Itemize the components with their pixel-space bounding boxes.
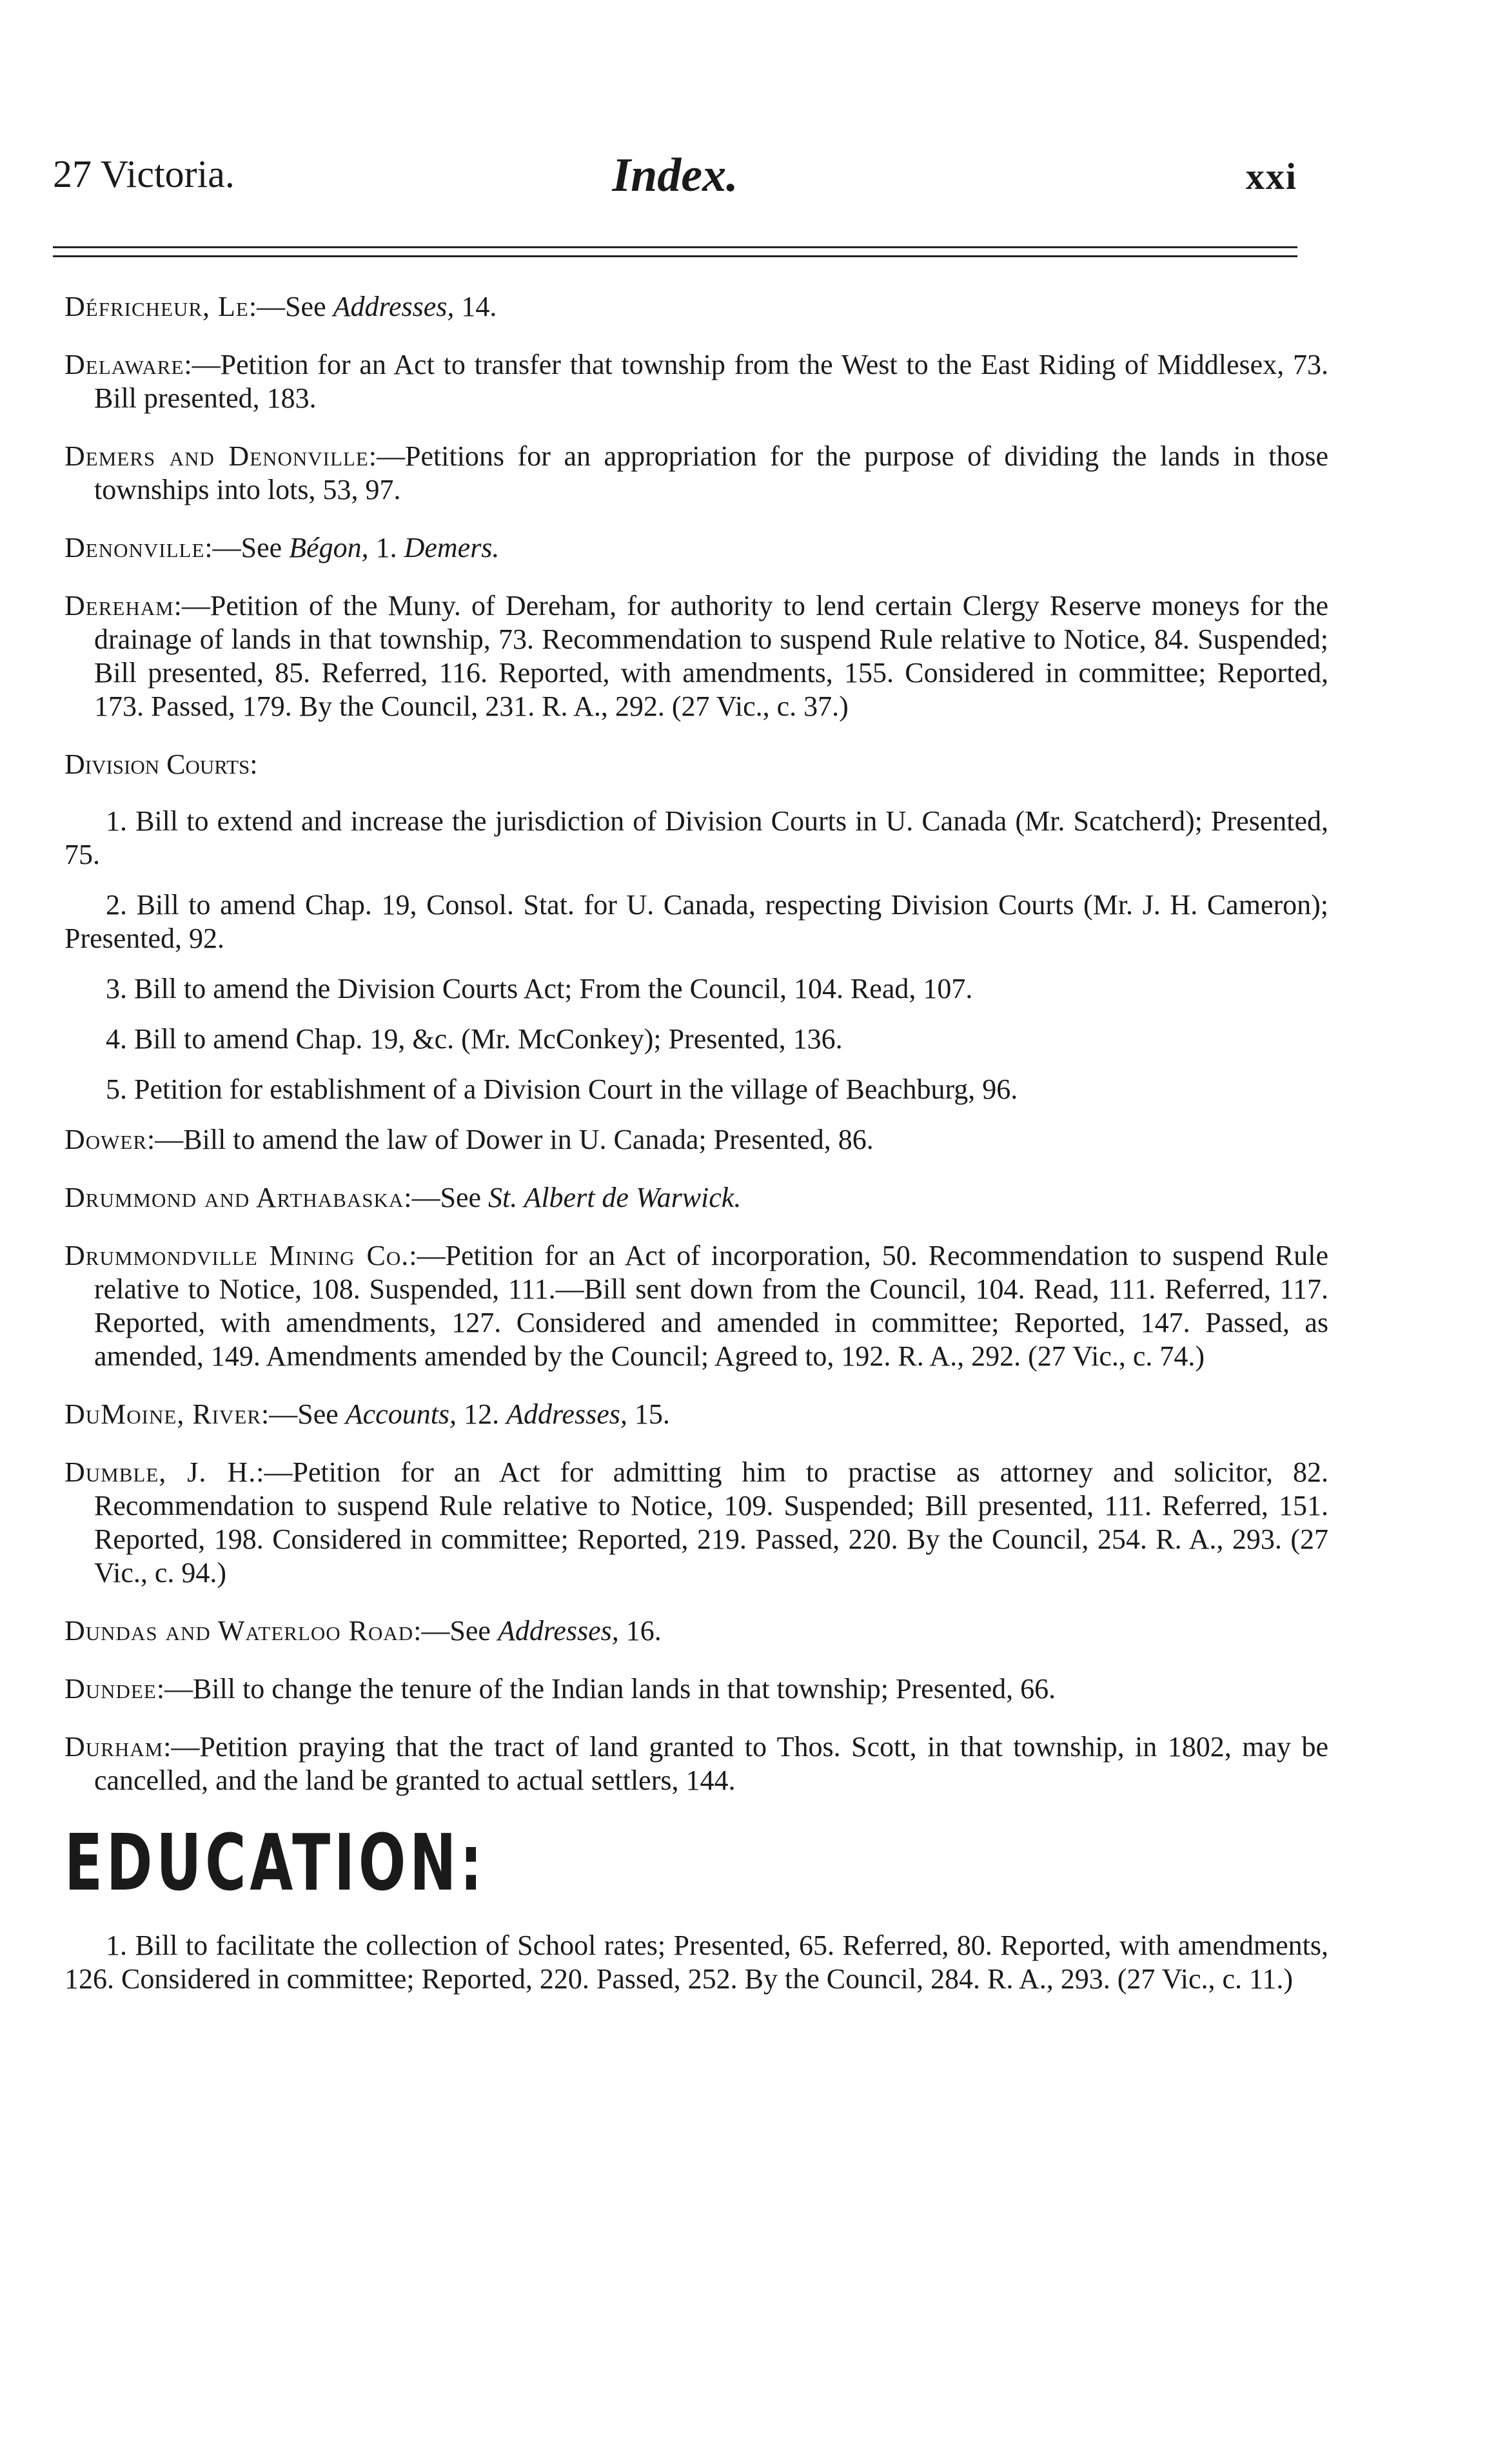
index-entry-dumoine-river: DuMoine, River:—See Accounts, 12. Addresses, 15. bbox=[64, 1398, 670, 1430]
index-entry-denonville: Denonville:—See Bégon, 1. Demers. bbox=[64, 532, 500, 563]
index-entry-defricheur: Défricheur, Le:—See Addresses, 14. bbox=[64, 291, 497, 322]
page-header bbox=[53, 149, 1297, 210]
cross-reference: Bégon, bbox=[289, 532, 369, 563]
index-body bbox=[64, 290, 1328, 2013]
running-head-left: 27 Victoria. bbox=[53, 153, 235, 195]
index-entry-drummondville-mining: Drummondville Mining Co.:—Petition for an Act of incorporation, 50. Recommendation to suspend Rule relative to Notice, 108. Suspended, 111.—Bill sent down from the Council, 104. Read, 111. Referred, 117. Reported, with amendments, 127. Considered and amended in committee; Reported, 147. Passed, as amended, 149. Amendments amended by the Council; Agreed to, 192. R. A., 292. (27 Vic., c. 74.) bbox=[64, 1240, 1328, 1372]
index-entry-dereham: Dereham:—Petition of the Muny. of Dereham, for authority to lend certain Clergy Reserve moneys for the drainage of lands in that township, 73. Recommendation to suspend Rule relative to Notice, 84. Suspended; Bill presented, 85. Referred, 116. Reported, with amendments, 155. Considered in committee; Reported, 173. Passed, 179. By the Council, 231. R. A., 292. (27 Vic., c. 37.) bbox=[64, 590, 1328, 722]
cross-reference: Addresses, bbox=[506, 1398, 627, 1430]
sub-entry: 1. Bill to extend and increase the jurisdiction of Division Courts in U. Canada (Mr. Scatcherd); Presented, 75. bbox=[64, 805, 1328, 870]
section-heading-education: EDUCATION: bbox=[64, 1819, 486, 1908]
sub-entry: 1. Bill to facilitate the collection of School rates; Presented, 65. Referred, 80. Reported, with amendments, 126. Considered in committee; Reported, 220. Passed, 252. By the Council, 284. R. A., 293. (27 Vic., c. 11.) bbox=[64, 1930, 1328, 1995]
cross-reference: Demers. bbox=[404, 532, 500, 563]
index-entry-dundee: Dundee:—Bill to change the tenure of the Indian lands in that township; Presented, 66. bbox=[64, 1673, 1056, 1705]
header-rule-top bbox=[53, 246, 1297, 248]
cross-reference: Accounts, bbox=[345, 1398, 457, 1430]
cross-reference: St. Albert de Warwick. bbox=[488, 1182, 742, 1213]
page-number: xxi bbox=[1245, 155, 1297, 197]
cross-reference: Addresses, bbox=[333, 291, 455, 322]
index-entry-dundas-waterloo: Dundas and Waterloo Road:—See Addresses, 16. bbox=[64, 1615, 662, 1647]
cross-reference: Addresses, bbox=[497, 1615, 619, 1647]
index-entry-division-courts: Division Courts: bbox=[64, 748, 258, 780]
sub-entry: 5. Petition for establishment of a Division Court in the village of Beachburg, 96. bbox=[106, 1073, 1018, 1105]
sub-entry: 4. Bill to amend Chap. 19, &c. (Mr. McConkey); Presented, 136. bbox=[106, 1023, 843, 1055]
index-entry-delaware: Delaware:—Petition for an Act to transfer that township from the West to the East Riding of Middlesex, 73. Bill presented, 183. bbox=[64, 349, 1328, 414]
sub-entry: 3. Bill to amend the Division Courts Act; From the Council, 104. Read, 107. bbox=[106, 973, 973, 1004]
index-entry-drummond-arthabaska: Drummond and Arthabaska:—See St. Albert de Warwick. bbox=[64, 1182, 742, 1213]
header-rule-bottom bbox=[53, 255, 1297, 257]
sub-entry: 2. Bill to amend Chap. 19, Consol. Stat. for U. Canada, respecting Division Courts (Mr. J. H. Cameron); Presented, 92. bbox=[64, 889, 1328, 954]
index-entry-dumble: Dumble, J. H.:—Petition for an Act for admitting him to practise as attorney and solicitor, 82. Recommendation to suspend Rule relative to Notice, 109. Suspended; Bill presented, 111. Referred, 151. Reported, 198. Considered in committee; Reported, 219. Passed, 220. By the Council, 254. R. A., 293. (27 Vic., c. 94.) bbox=[64, 1456, 1328, 1589]
index-entry-dower: Dower:—Bill to amend the law of Dower in U. Canada; Presented, 86. bbox=[64, 1124, 874, 1155]
running-head-title: Index. bbox=[612, 149, 738, 202]
index-entry-durham: Durham:—Petition praying that the tract of land granted to Thos. Scott, in that township, in 1802, may be cancelled, and the land be granted to actual settlers, 144. bbox=[64, 1731, 1328, 1796]
index-entry-demers-denonville: Demers and Denonville:—Petitions for an appropriation for the purpose of dividing the lands in those townships into lots, 53, 97. bbox=[64, 440, 1328, 505]
